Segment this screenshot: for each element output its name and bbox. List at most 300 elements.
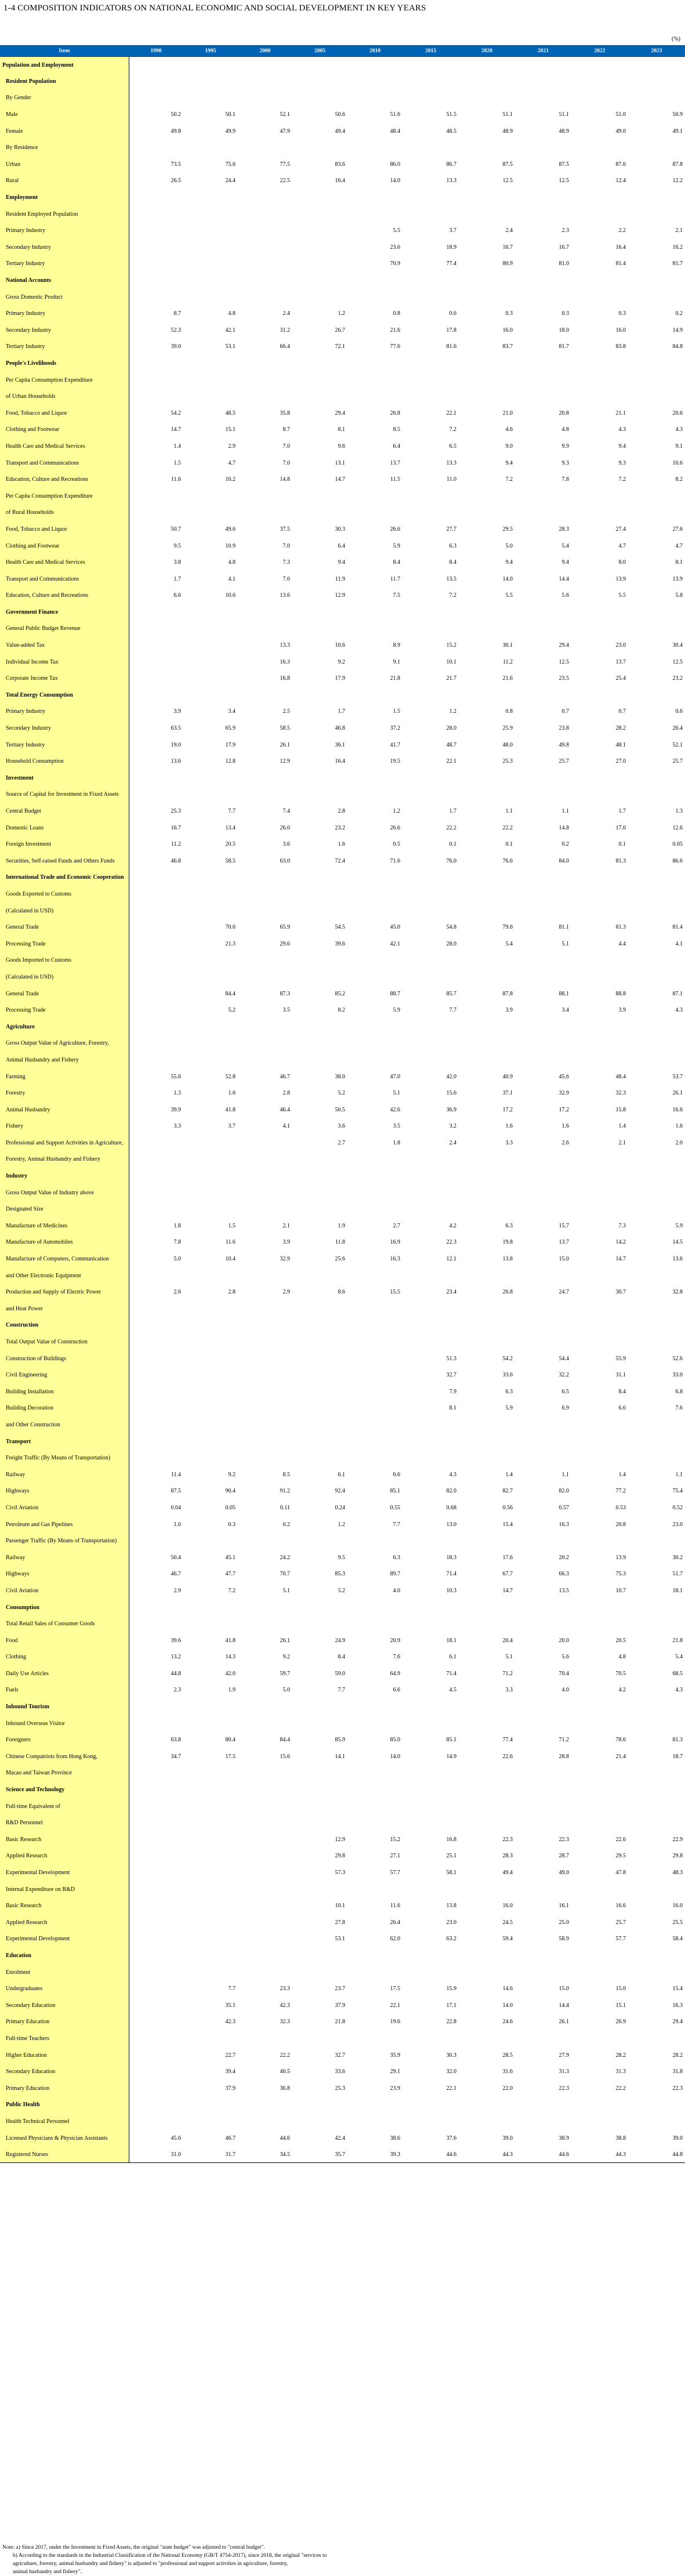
cell-value [403,372,459,389]
cell-value: 2.9 [228,443,235,450]
row-label: International Trade and Economic Cooperation [0,869,129,886]
cell-value: 10.9 [225,542,235,549]
cell-value [628,1798,685,1815]
cell-value: 25.7 [615,1919,626,1926]
table-row [0,2014,685,2031]
cell-value: 32.9 [559,1090,569,1097]
cell-value: 13.7 [615,658,626,665]
section-heading-row [0,1450,685,1466]
cell-value: 31.6 [502,2068,513,2075]
cell-value: 0.8 [393,310,400,317]
cell-value: 5.4 [561,542,569,549]
cell-value [403,903,459,919]
cell-value [347,488,403,505]
cell-value [459,1416,515,1433]
cell-value [571,73,628,90]
cell-value [347,1400,403,1417]
row-label: Farming [0,1068,129,1085]
cell-value [403,770,459,787]
cell-value: 14.8 [280,476,290,483]
cell-value [571,869,628,886]
row-label: Total Output Value of Construction [0,1334,129,1350]
cell-value: 9.5 [173,542,181,549]
cell-value: 57.3 [335,1869,345,1876]
cell-value: 16.3 [280,658,290,665]
cell-value [292,73,347,90]
cell-value [403,388,459,405]
cell-value: 22.1 [446,758,456,765]
cell-value: 34.5 [238,2146,292,2163]
cell-value [238,206,292,223]
cell-value [238,903,292,919]
cell-value [129,1980,183,1997]
cell-value [459,2030,515,2047]
cell-value [459,1964,515,1981]
cell-value: 6.3 [505,1388,513,1395]
cell-value [571,952,628,969]
cell-value: 57.7 [615,1936,626,1943]
cell-value [238,604,292,621]
cell-value [515,869,571,886]
cell-value: 52.3 [171,327,181,334]
table-row [0,1682,685,1699]
cell-value: 1.3 [173,1090,181,1097]
cell-value [628,604,685,621]
cell-value: 5.2 [338,1090,345,1097]
cell-value: 22.1 [446,2085,456,2092]
cell-value: 15.0 [615,1986,626,1992]
cell-value [347,1317,403,1334]
cell-value [459,189,515,206]
cell-value [571,903,628,919]
table-row [0,305,685,322]
section-heading-row [0,1781,685,1798]
cell-value [628,1615,685,1632]
table-row [0,654,685,671]
cell-value: 51.1 [559,111,569,118]
cell-value: 0.1 [505,841,513,848]
table-row [0,1848,685,1865]
cell-value: 13.3 [446,459,456,466]
row-label: Construction of Buildings [0,1350,129,1367]
table-row [0,1383,685,1400]
cell-value: 64.9 [390,1670,400,1677]
cell-value [628,388,685,405]
cell-value [292,1334,347,1350]
cell-value [238,1864,292,1881]
footnote-line: b) According to the standards in the Industrial Classification of the National Economy (GB/T 4754-2017), since 2018, the original "services to [13,2553,327,2559]
row-label: Food, Tobacco and Liquor [0,405,129,422]
row-label: Fishery [0,1118,129,1135]
cell-value [292,2097,347,2114]
cell-value [347,2113,403,2130]
cell-value [403,1781,459,1798]
cell-value: 85.7 [446,990,456,997]
cell-value [183,1168,238,1184]
cell-value: 29.4 [335,410,345,416]
cell-value [238,1300,292,1317]
table-row [0,1400,685,1417]
cell-value [515,1168,571,1184]
cell-value: 42.3 [225,2019,235,2026]
cell-value: 22.7 [225,2052,235,2059]
row-label: Processing Trade [0,936,129,952]
cell-value: 6.3 [449,542,456,549]
cell-value: 7.0 [282,459,290,466]
cell-value: 32.8 [672,1289,683,1296]
cell-value [628,1267,685,1284]
cell-value: 2.9 [173,1587,181,1594]
cell-value: 0.2 [561,841,569,848]
cell-value: 31.8 [672,2068,683,2075]
cell-value: 28.0 [446,725,456,732]
row-label: Higher Education [0,2047,129,2064]
cell-value: 15.0 [559,1986,569,1992]
row-label: Health Technical Personnel [0,2113,129,2130]
table-row [0,422,685,439]
cell-value [292,621,347,637]
cell-value: 10.1 [335,1903,345,1910]
cell-value [515,1052,571,1068]
cell-value: 16.7 [171,824,181,831]
cell-value: 5.8 [675,592,683,599]
cell-value: 4.0 [561,1687,569,1694]
cell-value [129,1814,183,1831]
cell-value: 22.2 [615,2085,626,2092]
cell-value [183,1814,238,1831]
cell-value [347,869,403,886]
cell-value: 29.8 [335,1853,345,1860]
cell-value: 35.8 [280,410,290,416]
cell-value: 16.3 [559,1521,569,1528]
section-heading-row [0,355,685,372]
cell-value: 24.7 [559,1289,569,1296]
cell-value [515,189,571,206]
cell-value [347,903,403,919]
cell-value: 2.4 [282,310,290,317]
cell-value: 51.1 [502,111,513,118]
cell-value [403,355,459,372]
cell-value [238,1897,292,1914]
cell-value: 14.7 [171,426,181,433]
cell-value: 3.7 [449,227,456,234]
cell-value: 91.2 [280,1488,290,1495]
table-row [0,1350,685,1367]
cell-value [347,787,403,803]
row-label: Tertiary Industry [0,737,129,753]
cell-value [292,1698,347,1715]
cell-value [571,372,628,389]
cell-value [183,1367,238,1383]
row-label: Food, Tobacco and Liquor [0,521,129,538]
cell-value [628,1300,685,1317]
cell-value [129,919,183,936]
table-row [0,106,685,123]
cell-value: 53.1 [225,343,235,350]
cell-value: 8.5 [282,1471,290,1478]
cell-value [292,1184,347,1201]
cell-value: 15.2 [446,642,456,649]
cell-value [183,1715,238,1732]
cell-value: 76.0 [446,857,456,864]
cell-value: 3.9 [618,1007,626,1014]
section-heading-row [0,372,685,389]
cell-value: 20.5 [615,1637,626,1644]
footnote-line: agriculture, forestry, animal husbandry and fishery" is adjusted to "professional and support activities in agriculture, forestry, [13,2561,288,2567]
cell-value [403,289,459,306]
section-heading-row [0,787,685,803]
cell-value [129,637,183,654]
row-label: Manufacture of Medicines [0,1218,129,1234]
cell-value: 22.5 [280,177,290,184]
cell-value [183,604,238,621]
cell-value [238,57,292,74]
cell-value: 44.3 [571,2146,628,2163]
cell-value: 5.9 [393,542,400,549]
cell-value [129,2080,183,2097]
cell-value: 15.8 [615,1106,626,1113]
cell-value [238,1383,292,1400]
cell-value: 26.1 [559,2019,569,2026]
cell-value [183,1052,238,1068]
cell-value: 35.7 [292,2146,347,2163]
cell-value: 13.1 [335,459,345,466]
cell-value [129,2113,183,2130]
cell-value [347,1765,403,1782]
row-label: Foreigners [0,1731,129,1748]
row-label: Foreign Investment [0,836,129,853]
table-row [0,554,685,571]
cell-value [628,372,685,389]
cell-value: 1.5 [393,708,400,715]
cell-value: 9.4 [618,443,626,450]
cell-value: 81.3 [615,924,626,931]
cell-value [571,90,628,107]
cell-value: 28.8 [559,1753,569,1760]
row-label: Building Decoration [0,1400,129,1417]
cell-value [571,1334,628,1350]
section-heading-row [0,1698,685,1715]
cell-value: 39.6 [171,1637,181,1644]
cell-value [347,90,403,107]
cell-value: 7.7 [228,808,235,815]
cell-value [515,621,571,637]
cell-value: 37.5 [280,526,290,532]
cell-value [347,1964,403,1981]
cell-value [292,1267,347,1284]
table-row [0,1251,685,1267]
cell-value: 1.2 [338,1521,345,1528]
row-label: Railway [0,1466,129,1483]
row-label: Domestic Loans [0,820,129,836]
cell-value [238,1267,292,1284]
row-label: Production and Supply of Electric Power [0,1284,129,1300]
cell-value: 53.7 [672,1073,683,1080]
cell-value [459,969,515,986]
cell-value: 24.9 [335,1637,345,1644]
cell-value: 83.8 [615,343,626,350]
cell-value: 21.6 [390,327,400,334]
cell-value: 49.0 [559,1869,569,1876]
row-label: Consumption [0,1599,129,1616]
cell-value: 17.2 [559,1106,569,1113]
cell-value [292,770,347,787]
table-row [0,1931,685,1948]
cell-value [238,1367,292,1383]
cell-value [403,1615,459,1632]
cell-value [129,1367,183,1383]
cell-value: 2.0 [675,1139,683,1146]
row-label: Central Budget [0,803,129,820]
cell-value [238,1698,292,1715]
cell-value [515,2097,571,2114]
column-header-year: 2021 [515,46,571,57]
cell-value: 23.5 [559,675,569,682]
cell-value: 6.5 [561,1388,569,1395]
cell-value: 7.9 [449,1388,456,1395]
cell-value: 85.1 [390,1488,400,1495]
table-row [0,820,685,836]
table-row [0,753,685,770]
cell-value: 23.8 [559,725,569,732]
cell-value: 25.7 [672,758,683,765]
cell-value [183,1698,238,1715]
row-label: Designated Size [0,1201,129,1218]
row-label: People's Livelihoods [0,355,129,372]
cell-value [628,770,685,787]
cell-value: 5.4 [675,1654,683,1661]
cell-value: 16.6 [615,1903,626,1910]
cell-value: 3.6 [282,841,290,848]
cell-value: 22.1 [390,2002,400,2009]
cell-value: 27.4 [615,526,626,532]
cell-value: 13.5 [446,575,456,582]
row-label: Secondary Industry [0,239,129,256]
cell-value: 16.3 [672,2002,683,2009]
cell-value: 8.4 [393,559,400,566]
row-label: Source of Capital for Investment in Fixed Assets [0,787,129,803]
cell-value: 27.9 [559,2052,569,2059]
cell-value [129,1383,183,1400]
table-row [0,1665,685,1682]
cell-value [238,239,292,256]
cell-value: 49.0 [615,128,626,135]
cell-value [403,1450,459,1466]
cell-value: 54.4 [559,1355,569,1362]
cell-value: 2.8 [338,808,345,815]
table-row [0,1765,685,1782]
cell-value: 82.0 [559,1488,569,1495]
cell-value: 3.4 [228,708,235,715]
cell-value: 7.2 [505,476,513,483]
table-row [0,936,685,952]
cell-value: 1.7 [338,708,345,715]
cell-value [347,1947,403,1964]
cell-value [238,1433,292,1450]
cell-value [129,2047,183,2064]
cell-value: 24.6 [502,2019,513,2026]
cell-value: 25.1 [446,1853,456,1860]
cell-value [628,1599,685,1616]
cell-value: 3.5 [282,1007,290,1014]
cell-value: 42.1 [225,327,235,334]
cell-value: 31.3 [559,2068,569,2075]
cell-value: 1.6 [561,1123,569,1130]
row-label: Freight Traffic (By Means of Transportation) [0,1450,129,1466]
cell-value: 4.0 [393,1587,400,1594]
cell-value [459,903,515,919]
row-label: Enrolment [0,1964,129,1981]
cell-value: 2.8 [228,1289,235,1296]
cell-value [129,1201,183,1218]
cell-value [571,1151,628,1168]
table-row [0,1649,685,1666]
cell-value: 1.1 [561,1471,569,1478]
cell-value: 10.6 [225,592,235,599]
cell-value [403,1334,459,1350]
cell-value: 8.7 [173,310,181,317]
cell-value: 1.5 [228,1222,235,1229]
cell-value: 9.3 [618,459,626,466]
cell-value [515,1267,571,1284]
cell-value [183,687,238,704]
cell-value: 23.0 [446,1919,456,1926]
cell-value: 19.5 [390,758,400,765]
cell-value: 29.8 [672,1853,683,1860]
cell-value: 8.6 [338,1289,345,1296]
cell-value: 12.4 [615,177,626,184]
cell-value: 5.2 [338,1587,345,1594]
cell-value [459,1151,515,1168]
cell-value: 0.7 [561,708,569,715]
cell-value: 17.2 [502,1106,513,1113]
row-label: Manufacture of Computers, Communication [0,1251,129,1267]
cell-value [628,289,685,306]
cell-value: 4.8 [618,1654,626,1661]
section-heading-row [0,1532,685,1549]
cell-value: 12.2 [672,177,683,184]
cell-value: 26.6 [390,824,400,831]
cell-value [571,621,628,637]
cell-value: 49.6 [225,526,235,532]
cell-value: 4.3 [675,1687,683,1694]
cell-value: 5.9 [393,1007,400,1014]
cell-value [347,289,403,306]
cell-value: 46.8 [335,725,345,732]
cell-value: 48.0 [502,741,513,748]
table-row [0,1118,685,1135]
cell-value [238,1765,292,1782]
row-label: Education [0,1947,129,1964]
cell-value [238,289,292,306]
row-label: Primary Education [0,2080,129,2097]
cell-value: 65.9 [280,924,290,931]
row-label: Secondary Industry [0,322,129,339]
cell-value [628,687,685,704]
cell-value: 32.2 [559,1372,569,1379]
cell-value: 32.7 [335,2052,345,2059]
column-header-year: 2005 [292,46,347,57]
cell-value [403,1300,459,1317]
cell-value: 87.5 [559,161,569,168]
row-label: Gross Domestic Product [0,289,129,306]
row-label: General Trade [0,919,129,936]
cell-value: 24.2 [280,1554,290,1561]
cell-value: 84.4 [225,990,235,997]
cell-value: 52.6 [672,1355,683,1362]
cell-value [459,886,515,903]
section-heading-row [0,206,685,223]
